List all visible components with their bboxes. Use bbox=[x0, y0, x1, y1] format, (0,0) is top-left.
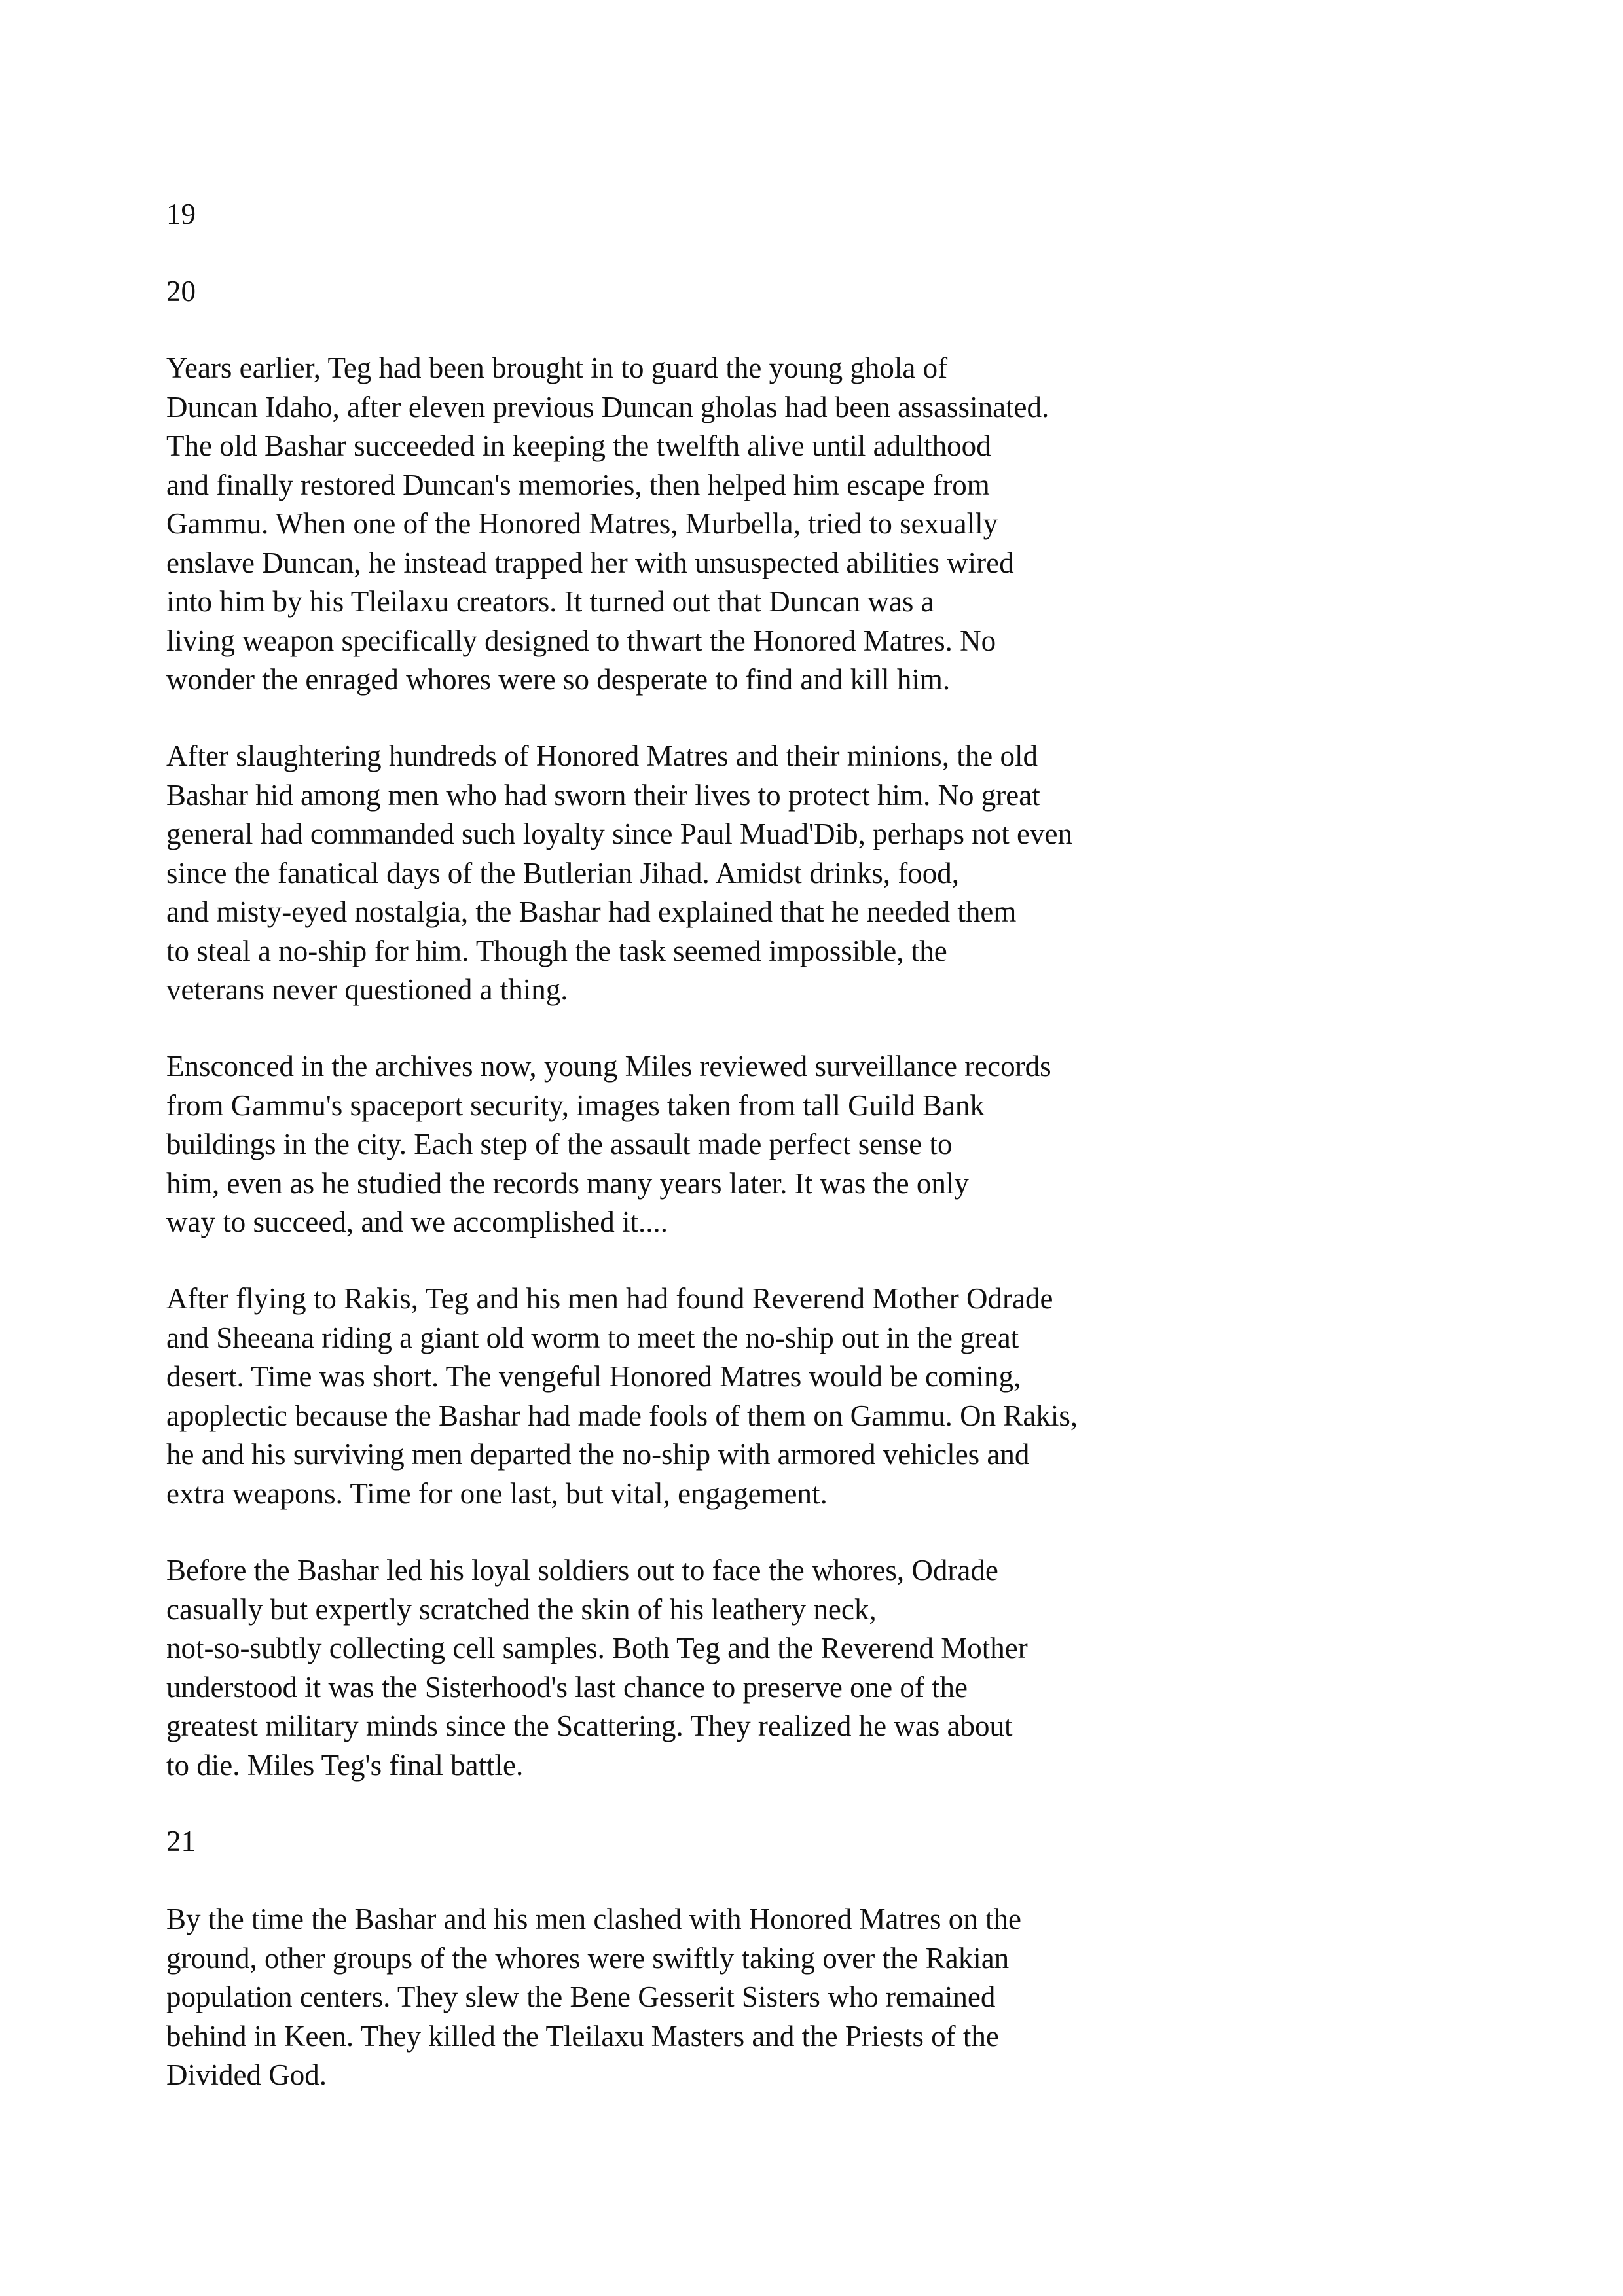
text-line: population centers. They slew the Bene Gesserit Sisters who remained bbox=[166, 1981, 996, 2013]
text-line: extra weapons. Time for one last, but vital, engagement. bbox=[166, 1477, 828, 1510]
text-line: way to succeed, and we accomplished it.... bbox=[166, 1206, 668, 1238]
text-line: desert. Time was short. The vengeful Honored Matres would be coming, bbox=[166, 1360, 1021, 1393]
text-line: The old Bashar succeeded in keeping the twelfth alive until adulthood bbox=[166, 429, 991, 462]
text-line: After flying to Rakis, Teg and his men had found Reverend Mother Odrade bbox=[166, 1282, 1053, 1315]
text-line: living weapon specifically designed to thwart the Honored Matres. No bbox=[166, 624, 996, 657]
text-line: greatest military minds since the Scattering. They realized he was about bbox=[166, 1710, 1013, 1742]
text-line: since the fanatical days of the Butlerian Jihad. Amidst drinks, food, bbox=[166, 856, 959, 889]
text-line: understood it was the Sisterhood's last chance to preserve one of the bbox=[166, 1670, 968, 1704]
text-line: enslave Duncan, he instead trapped her with unsuspected abilities wired bbox=[166, 546, 1014, 579]
text-line: buildings in the city. Each step of the assault made perfect sense to bbox=[166, 1128, 953, 1160]
text-line: By the time the Bashar and his men clashed with Honored Matres on the bbox=[166, 1903, 1021, 1935]
text-line: Bashar hid among men who had sworn their lives to protect him. No great bbox=[166, 778, 1040, 812]
paragraph-3 bbox=[166, 1047, 1051, 1242]
text-line: not-so-subtly collecting cell samples. Both Teg and the Reverend Mother bbox=[166, 1632, 1028, 1664]
text-line: and Sheeana riding a giant old worm to meet the no-ship out in the great bbox=[166, 1321, 1019, 1354]
chapter-number-20: 20 bbox=[166, 275, 196, 308]
text-line: wonder the enraged whores were so desperate to find and kill him. bbox=[166, 663, 951, 696]
text-line: ground, other groups of the whores were swiftly taking over the Rakian bbox=[166, 1941, 1010, 1975]
text-line: Years earlier, Teg had been brought in to guard the young ghola of bbox=[166, 351, 948, 384]
text-line: casually but expertly scratched the skin of his leathery neck, bbox=[166, 1592, 877, 1626]
paragraph-5 bbox=[166, 1551, 1028, 1785]
text-line: veterans never questioned a thing. bbox=[166, 973, 568, 1006]
text-line: and finally restored Duncan's memories, then helped him escape from bbox=[166, 468, 990, 501]
text-line: general had commanded such loyalty since Paul Muad'Dib, perhaps not even bbox=[166, 817, 1072, 850]
text-line: into him by his Tleilaxu creators. It turned out that Duncan was a bbox=[166, 585, 934, 618]
paragraph-6 bbox=[166, 1900, 1021, 2095]
text-line: from Gammu's spaceport security, images taken from tall Guild Bank bbox=[166, 1088, 985, 1122]
text-line: behind in Keen. They killed the Tleilaxu Masters and the Priests of the bbox=[166, 2019, 999, 2053]
text-line: After slaughtering hundreds of Honored Matres and their minions, the old bbox=[166, 740, 1038, 772]
text-line: him, even as he studied the records many years later. It was the only bbox=[166, 1166, 969, 1200]
paragraph-1 bbox=[166, 349, 1049, 700]
text-line: he and his surviving men departed the no-ship with armored vehicles and bbox=[166, 1438, 1030, 1471]
text-line: Ensconced in the archives now, young Miles reviewed surveillance records bbox=[166, 1050, 1051, 1083]
text-line: to steal a no-ship for him. Though the task seemed impossible, the bbox=[166, 934, 947, 967]
text-line: Gammu. When one of the Honored Matres, Murbella, tried to sexually bbox=[166, 507, 998, 540]
text-line: apoplectic because the Bashar had made fools of them on Gammu. On Rakis, bbox=[166, 1399, 1078, 1432]
text-line: Duncan Idaho, after eleven previous Duncan gholas had been assassinated. bbox=[166, 390, 1049, 423]
text-line: to die. Miles Teg's final battle. bbox=[166, 1748, 524, 1782]
text-line: Divided God. bbox=[166, 2058, 327, 2091]
text-line: and misty-eyed nostalgia, the Bashar had explained that he needed them bbox=[166, 895, 1017, 928]
text-line: Before the Bashar led his loyal soldiers out to face the whores, Odrade bbox=[166, 1554, 998, 1587]
chapter-number-19: 19 bbox=[166, 198, 196, 230]
chapter-number-21: 21 bbox=[166, 1825, 196, 1857]
paragraph-4 bbox=[166, 1280, 1078, 1513]
paragraph-2 bbox=[166, 737, 1072, 1010]
